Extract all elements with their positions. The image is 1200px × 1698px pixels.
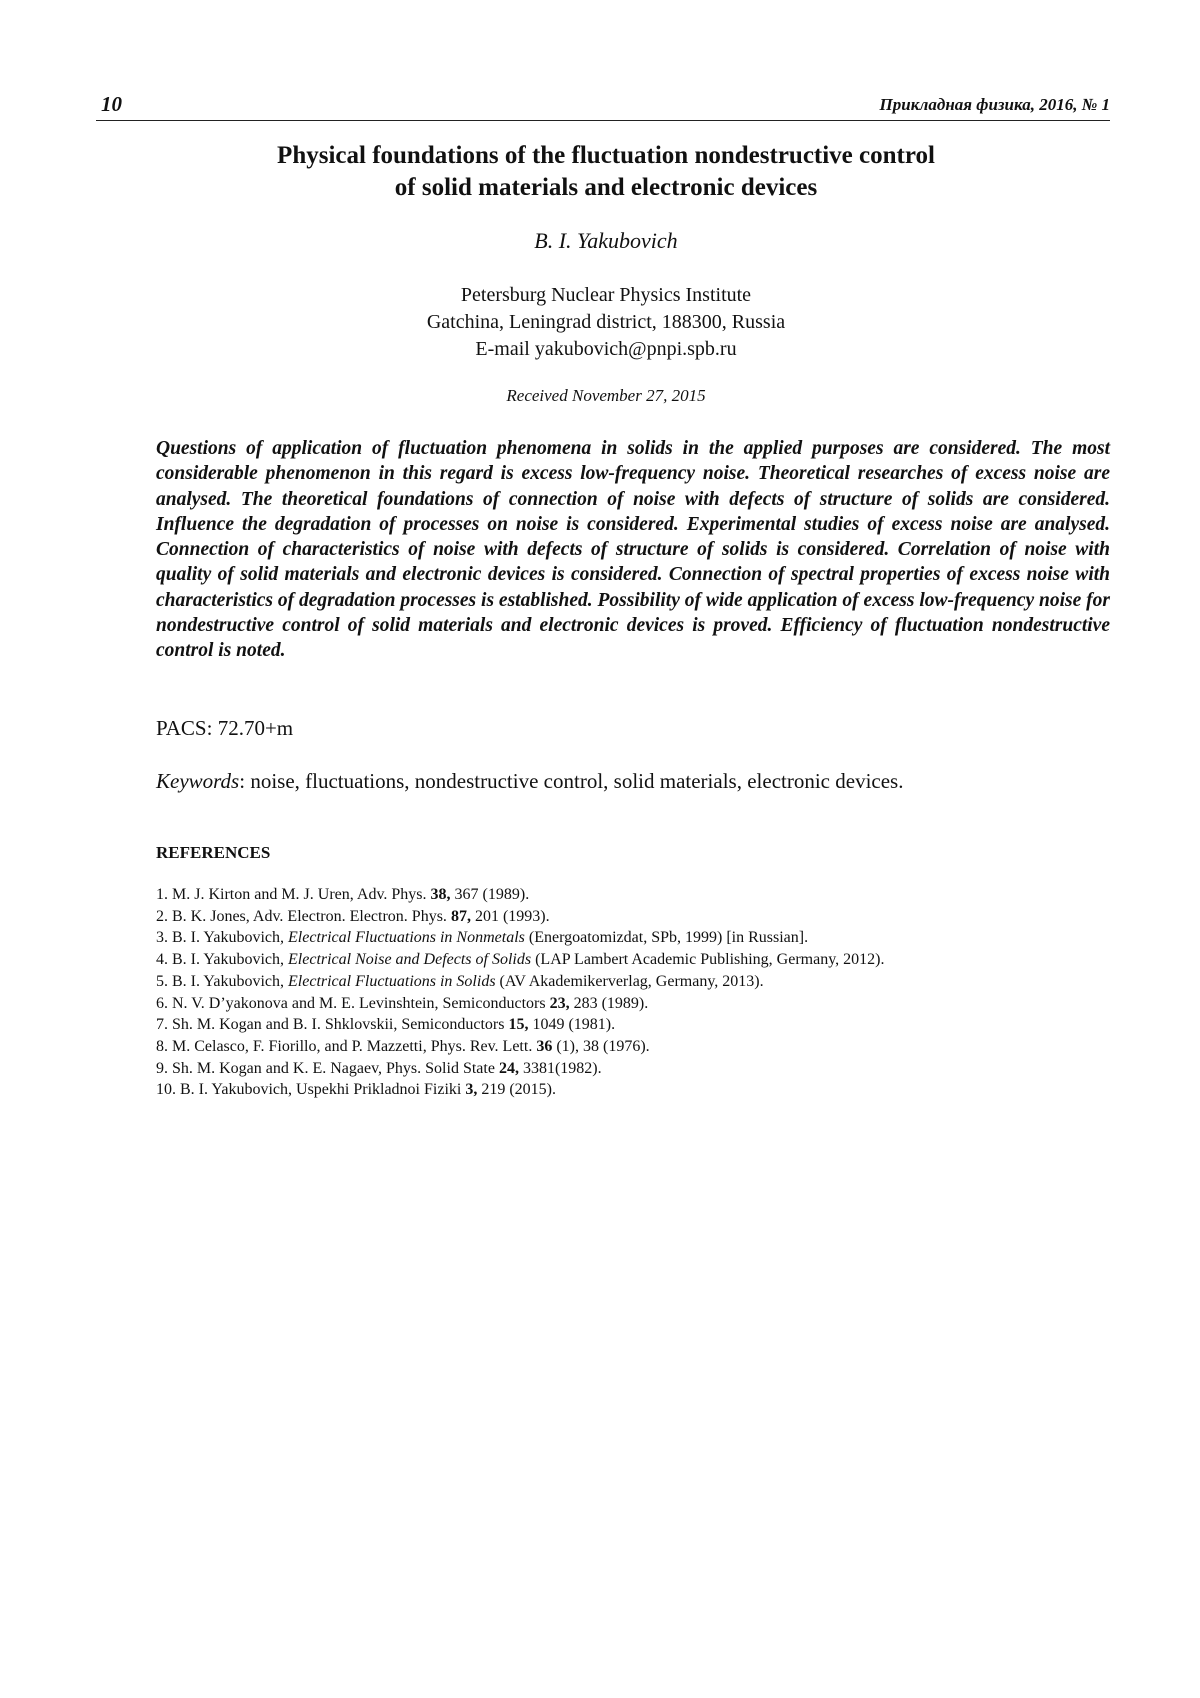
keywords [156,769,1110,794]
reference-list [156,884,1110,1101]
received-date: Received November 27, 2015 [506,386,706,405]
reference-item: 1. M. J. Kirton and M. J. Uren, Adv. Phys. 38, 367 (1989). [156,886,530,903]
keywords-label: Keywords [156,769,240,793]
reference-item: 3. B. I. Yakubovich, Electrical Fluctuations in Nonmetals (Energoatomizdat, SPb, 1999) [in Russian]. [156,929,809,947]
title-line: Physical foundations of the fluctuation nondestructive control [277,142,935,169]
keywords-text: : noise, fluctuations, nondestructive control, solid materials, electronic devices. [239,769,904,793]
reference-item: 4. B. I. Yakubovich, Electrical Noise and Defects of Solids (LAP Lambert Academic Publishing, Germany, 2012). [156,951,885,969]
reference-item: 9. Sh. M. Kogan and K. E. Nagaev, Phys. Solid State 24, 3381(1982). [156,1059,602,1077]
reference-item: 7. Sh. M. Kogan and B. I. Shklovskii, Semiconductors 15, 1049 (1981). [156,1016,616,1034]
institute-name: Petersburg Nuclear Physics Institute [460,284,752,306]
article-title [150,140,1062,204]
reference-item: 8. M. Celasco, F. Fiorillo, and P. Mazzetti, Phys. Rev. Lett. 36 (1), 38 (1976). [156,1037,650,1055]
page-number: 10 [101,92,122,116]
institute-address: Gatchina, Leningrad district, 188300, Russia [426,311,786,333]
pacs-code: PACS: 72.70+m [156,716,294,740]
running-header [96,92,1110,121]
reference-item: 6. N. V. D’yakonova and M. E. Levinshtein, Semiconductors 23, 283 (1989). [156,994,649,1012]
abstract: Questions of application of fluctuation phenomena in solids in the applied purposes are considered. The most considerable phenomenon in this regard is excess low-frequency noise. Theoretical researches of excess noise are analysed. The theoretical foundations of connection of noise with defects of structure of solids are considered. Influence the degradation of processes on noise is considered. Experimental studies of excess noise are analysed. Connection of characteristics of noise with defects of structure of solids is considered. Correlation of noise with quality of solid materials and electronic devices is considered. Connection of spectral properties of excess noise with characteristics of degradation processes is established. Possibility of wide application of excess low-frequency noise for nondestructive control of solid materials and electronic devices is proved. Efficiency of fluctuation nondestructive control is noted. [156,438,1110,662]
journal-reference: Прикладная физика, 2016, № 1 [879,95,1110,114]
references-heading: REFERENCES [156,843,271,862]
title-line: of solid materials and electronic devices [394,174,818,201]
author-email: E-mail yakubovich@pnpi.spb.ru [475,338,737,360]
reference-item: 10. B. I. Yakubovich, Uspekhi Prikladnoi Fiziki 3, 219 (2015). [156,1081,556,1099]
affiliation-block [150,282,1062,363]
author-name: B. I. Yakubovich [534,228,678,253]
reference-item: 2. B. K. Jones, Adv. Electron. Electron. Phys. 87, 201 (1993). [156,907,550,925]
reference-item: 5. B. I. Yakubovich, Electrical Fluctuations in Solids (AV Akademikerverlag, Germany, 2013). [156,972,764,990]
